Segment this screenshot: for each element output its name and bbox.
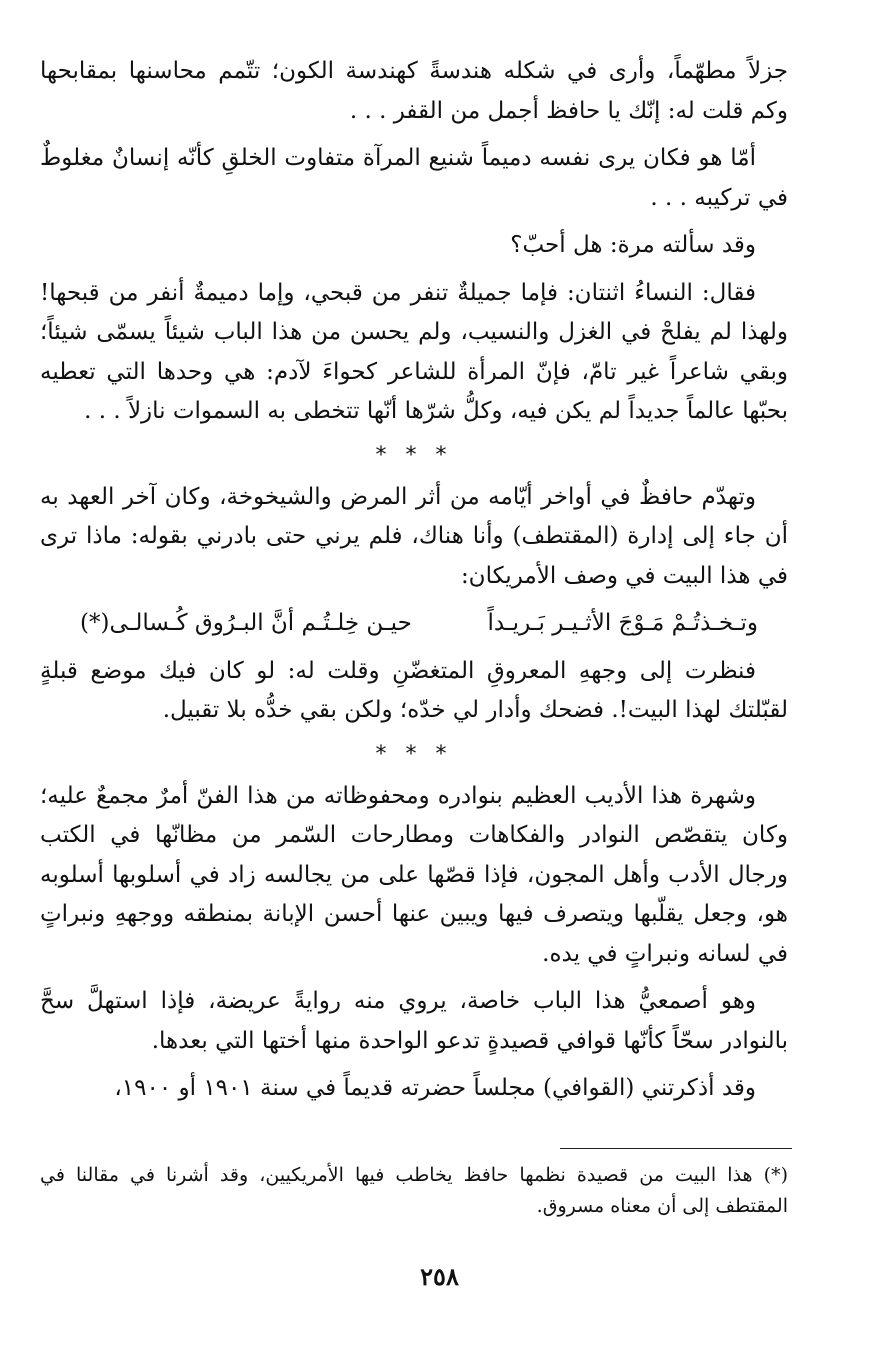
page-body xyxy=(40,52,788,1117)
paragraph-6: فنظرت إلى وجههِ المعروقِ المتغضّنِ وقلت له: لو كان فيك موضع قبلةٍ لقبّلتك لهذا البيت!. فضحك وأدار لي خدّه؛ ولكن بقي خدُّه بلا تقبيل. xyxy=(40,657,788,723)
paragraph-8: وهو أصمعيُّ هذا الباب خاصة، يروي منه روايةً عريضة، فإذا استهلَّ سحَّ بالنوادر سحّاً كأنّها قوافي قصيدةٍ تدعو الواحدة منها أختها التي بعدها. xyxy=(40,988,788,1054)
paragraph-3: وقد سألته مرة: هل أحبّ؟ xyxy=(510,232,756,258)
paragraph-5: وتهدّم حافظٌ في أواخر أيّامه من أثر المرض والشيخوخة، وكان آخر العهد به أن جاء إلى إدارة (المقتطف) وأنا هناك، فلم يرني حتى بادرني بقوله: ماذا ترى في هذا البيت في وصف الأمريكان: xyxy=(40,483,788,589)
footnote: (*) هذا البيت من قصيدة نظمها حافظ يخاطب فيها الأمريكيين، وقد أشرنا في مقالنا في المقتطف إلى أن معناه مسروق. xyxy=(40,1164,788,1217)
poem-verse xyxy=(40,604,788,644)
verse-second-hemistich: حيـن خِلـتُـم أنَّ البـرُوق كُـسالـى(*) xyxy=(80,610,412,636)
paragraph-4: فقال: النساءُ اثنتان: فإما جميلةٌ تنفر من قبحي، وإما دميمةٌ أنفر من قبحها! ولهذا لم يفلحْ في الغزل والنسيب، ولم يحسن من هذا الباب شيئاً يسمّى شيئاً؛ وبقي شاعراً غير تامّ، فإنّ المرأة للشاعر كحواءَ لآدم: هي وحدها التي تعطيه بحبّها عالماً جديداً لم يكن فيه، وكلُّ شرّها أنّها تتخطى به السموات نازلاً . . . xyxy=(40,279,788,424)
section-separator-2: * * * xyxy=(375,741,453,767)
verse-first-hemistich: وتـخـذتُـمْ مَـوْجَ الأثـيـر بَـريـداً xyxy=(487,610,758,636)
paragraph-1: جزلاً مطهّماً، وأرى في شكله هندسةً كهندسة الكون؛ تتّمم محاسنها بمقابحها وكم قلت له: إنّك يا حافظ أجمل من القفر . . . xyxy=(40,58,788,124)
section-separator-1: * * * xyxy=(375,442,453,468)
paragraph-9: وقد أذكرتني (القوافي) مجلساً حضرته قديماً في سنة ١٩٠١ أو ١٩٠٠، xyxy=(114,1075,756,1101)
footnote-divider xyxy=(560,1148,792,1149)
paragraph-2: أمّا هو فكان يرى نفسه دميماً شنيع المرآة متفاوت الخلقِ كأنّه إنسانٌ مغلوطٌ في تركيبه . . . xyxy=(40,145,788,211)
paragraph-7: وشهرة هذا الأديب العظيم بنوادره ومحفوظاته من هذا الفنّ أمرٌ مجمعٌ عليه؛ وكان يتقصّص النوادر والفكاهات ومطارحات السّمر من مظانّها في الكتب ورجال الأدب وأهل المجون، فإذا قصّها على من يجالسه زاد في أسلوبها أسلوبه هو، وجعل يقلّبها ويتصرف فيها ويبين عنها أحسن الإبانة بمنطقه ووجههِ ونبراتٍ في لسانه ونبراتٍ في يده. xyxy=(40,782,788,967)
page-number: ٢٥٨ xyxy=(420,1262,459,1291)
